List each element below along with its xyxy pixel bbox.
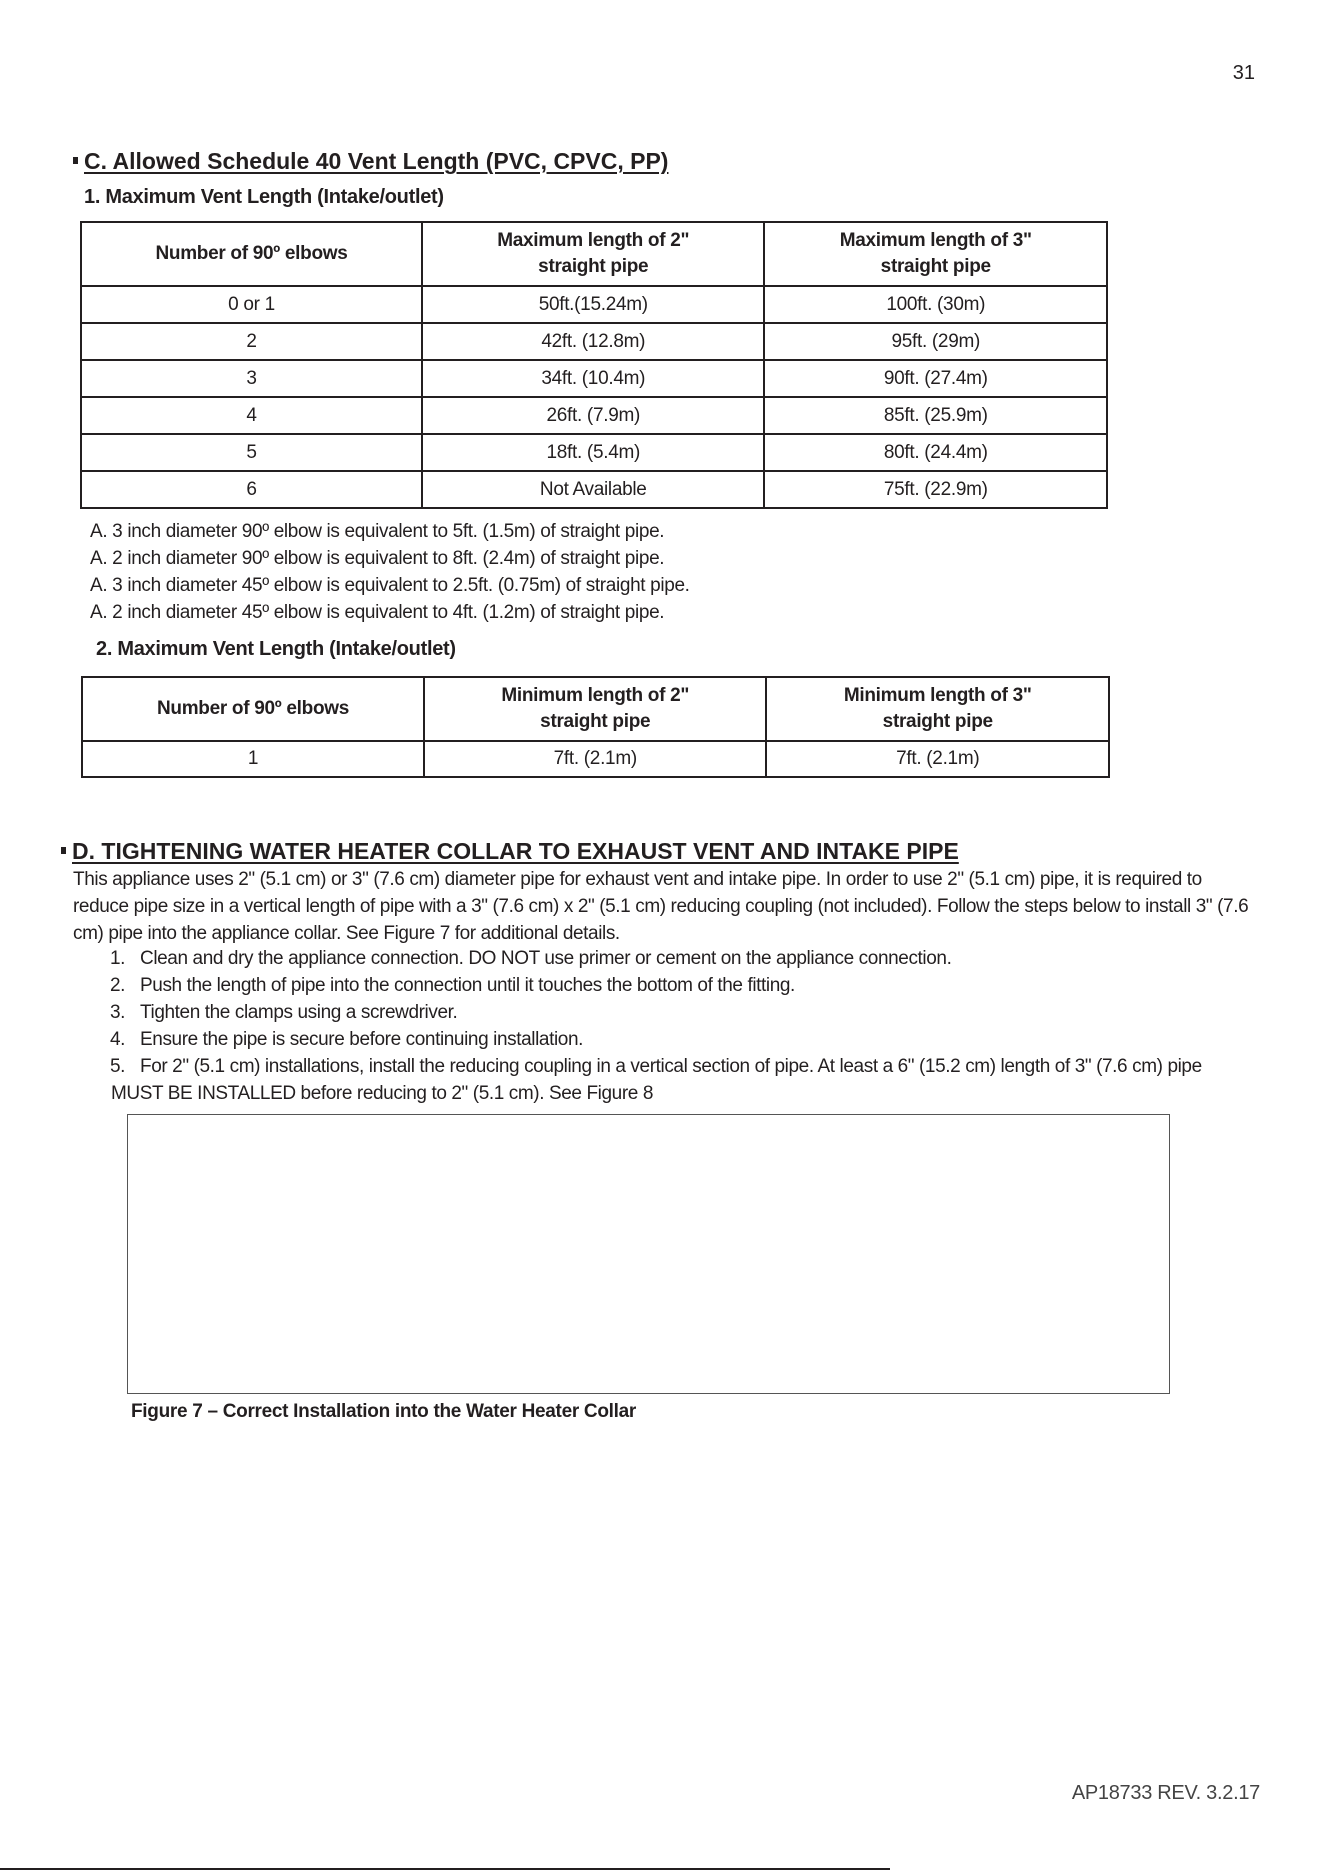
vent-length-table-max [80,221,1108,509]
step-item [110,1056,1202,1078]
table-row [81,397,1107,434]
section-d-title: D. TIGHTENING WATER HEATER COLLAR TO EXHAUST VENT AND INTAKE PIPE [72,838,959,864]
table-row [81,471,1107,508]
table-cell: 7ft. (2.1m) [766,741,1109,777]
figure-7-box [127,1114,1170,1394]
table-header-cell: Number of 90º elbows [81,222,422,286]
table-cell: 80ft. (24.4m) [764,434,1107,471]
table-header-cell: Minimum length of 3" straight pipe [766,677,1109,741]
note-line: A. 2 inch diameter 90º elbow is equivalent to 8ft. (2.4m) of straight pipe. [90,548,665,569]
step-number: 1. [110,948,126,969]
table-row [82,741,1109,777]
step-continuation: MUST BE INSTALLED before reducing to 2" (5.1 cm). See Figure 8 [111,1083,653,1104]
step-item [110,1002,457,1024]
section-c-heading [73,148,668,175]
table-row [81,286,1107,323]
step-text: Ensure the pipe is secure before continuing installation. [140,1029,583,1050]
bottom-rule [0,1868,890,1870]
table-header-cell: Number of 90º elbows [82,677,424,741]
step-item [110,948,951,970]
table-cell: 100ft. (30m) [764,286,1107,323]
bullet-icon [61,847,66,854]
table-header-cell: Maximum length of 3" straight pipe [764,222,1107,286]
step-number: 4. [110,1029,126,1050]
table-cell: 50ft.(15.24m) [422,286,764,323]
table-cell: 1 [82,741,424,777]
section-d-paragraph: This appliance uses 2" (5.1 cm) or 3" (7.6 cm) diameter pipe for exhaust vent and intake pipe. In order to use 2" (5.1 cm) pipe, it is required to reduce pipe size in a vertical length of pipe with a 3" (7.6 cm) x 2" (5.1 cm) reducing coupling (not included). Follow the steps below to install 3" (7.6 cm) pipe into the appliance collar. See Figure 7 for additional details. [73,869,1249,944]
page-number: 31 [1232,62,1255,84]
step-text: Push the length of pipe into the connection until it touches the bottom of the fitting. [140,975,795,996]
section-d-heading [61,838,959,865]
table-cell: 2 [81,323,422,360]
step-item [110,975,795,997]
table-row [81,360,1107,397]
step-text: Tighten the clamps using a screwdriver. [140,1002,458,1023]
table-cell: 75ft. (22.9m) [764,471,1107,508]
bullet-icon [73,157,78,164]
table-row [81,323,1107,360]
table-header-cell: Minimum length of 2" straight pipe [424,677,766,741]
step-text: For 2" (5.1 cm) installations, install the reducing coupling in a vertical section of pipe. At least a 6" (15.2 cm) length of 3" (7.6 cm) pipe [140,1056,1202,1077]
table-cell: 0 or 1 [81,286,422,323]
table-header-row [81,222,1107,286]
note-line: A. 3 inch diameter 90º elbow is equivalent to 5ft. (1.5m) of straight pipe. [90,521,665,542]
table-cell: 42ft. (12.8m) [422,323,764,360]
table-cell: Not Available [422,471,764,508]
table-cell: 18ft. (5.4m) [422,434,764,471]
table-row [81,434,1107,471]
table-cell: 7ft. (2.1m) [424,741,766,777]
table-cell: 5 [81,434,422,471]
table-header-row [82,677,1109,741]
table-cell: 34ft. (10.4m) [422,360,764,397]
table-cell: 85ft. (25.9m) [764,397,1107,434]
table-cell: 95ft. (29m) [764,323,1107,360]
section-c-title: C. Allowed Schedule 40 Vent Length (PVC, CPVC, PP) [84,148,669,174]
step-number: 3. [110,1002,126,1023]
figure-caption: Figure 7 – Correct Installation into the Water Heater Collar [131,1401,636,1422]
table-cell: 3 [81,360,422,397]
note-line: A. 2 inch diameter 45º elbow is equivalent to 4ft. (1.2m) of straight pipe. [90,602,665,623]
table-cell: 6 [81,471,422,508]
table2-subheading: 2. Maximum Vent Length (Intake/outlet) [96,638,456,660]
table-header-cell: Maximum length of 2" straight pipe [422,222,764,286]
table-cell: 26ft. (7.9m) [422,397,764,434]
step-number: 5. [110,1056,126,1077]
step-item [110,1029,583,1051]
document-revision: AP18733 REV. 3.2.17 [1071,1782,1260,1804]
table-cell: 90ft. (27.4m) [764,360,1107,397]
table1-subheading: 1. Maximum Vent Length (Intake/outlet) [84,186,444,208]
vent-length-table-min [81,676,1110,778]
step-number: 2. [110,975,126,996]
table-cell: 4 [81,397,422,434]
step-text: Clean and dry the appliance connection. DO NOT use primer or cement on the appliance connection. [140,948,952,969]
note-line: A. 3 inch diameter 45º elbow is equivalent to 2.5ft. (0.75m) of straight pipe. [90,575,690,596]
